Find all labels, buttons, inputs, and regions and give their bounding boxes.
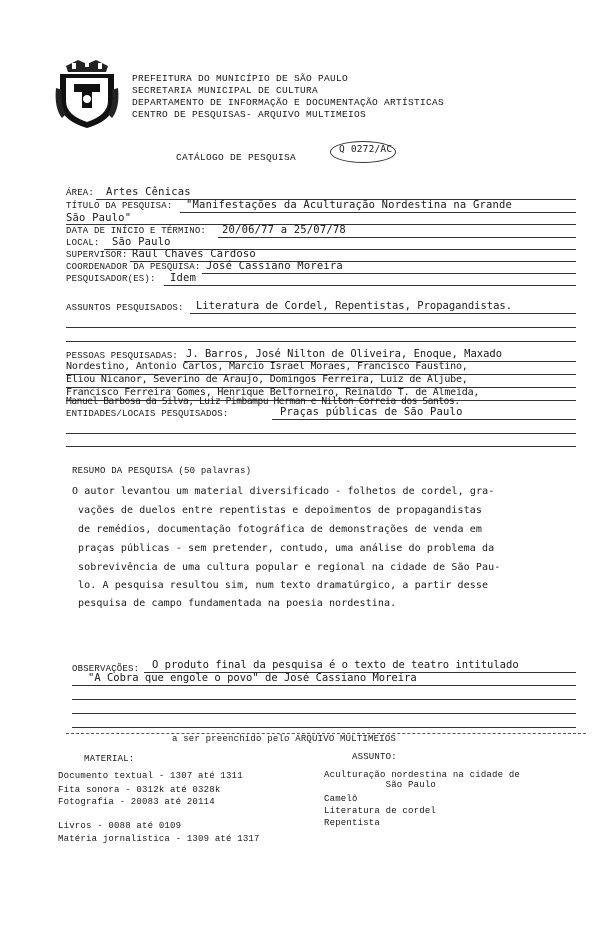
observacoes-underline-5	[72, 727, 576, 728]
coat-of-arms-emblem	[54, 58, 120, 130]
observacoes-underline-4	[72, 713, 576, 714]
titulo-value-2: São Paulo"	[66, 212, 132, 224]
assunto-item-2: São Paulo	[324, 780, 437, 790]
coordenador-underline	[202, 273, 576, 274]
observacoes-line-2: "A Cobra que engole o povo" de José Cassiano Moreira	[88, 672, 417, 684]
pessoas-label: PESSOAS PESQUISADAS:	[66, 351, 179, 361]
coordenador-value: José Cassiano Moreira	[206, 260, 343, 272]
assuntos-underline-1	[190, 313, 576, 314]
titulo-value-1: "Manifestações da Aculturação Nordestina na Grande	[186, 199, 513, 211]
footer-note: a ser preenchido pelo ARQUIVO MULTIMEIOS	[172, 734, 397, 744]
area-label: ÁREA:	[66, 188, 95, 198]
observacoes-label: OBSERVAÇÕES:	[72, 664, 140, 674]
resumo-line-3: de remédios, documentação fotográfica de demonstrações de venda em	[78, 524, 482, 535]
resumo-line-6: lo. A pesquisa resultou sim, num texto dramatúrgico, a partir desse	[78, 580, 489, 591]
pesquisador-value: Idem	[170, 272, 197, 284]
assuntos-label: ASSUNTOS PESQUISADOS:	[66, 303, 184, 313]
assuntos-underline-2	[66, 327, 576, 328]
header-prefeitura: PREFEITURA DO MUNICÍPIO DE SÃO PAULO	[132, 73, 349, 84]
pessoas-value-2: Nordestino, Antonio Carlos, Marcio Israel Moraes, Francisco Faustino,	[66, 361, 468, 372]
pesquisador-underline	[164, 285, 576, 286]
observacoes-underline-3	[72, 699, 576, 700]
coordenador-label: COORDENADOR DA PESQUISA:	[66, 262, 201, 272]
header-centro: CENTRO DE PESQUISAS- ARQUIVO MULTIMEIOS	[132, 109, 367, 120]
catalog-title: CATÁLOGO DE PESQUISA	[176, 152, 297, 163]
assunto-item-1: Aculturação nordestina na cidade de	[324, 770, 521, 780]
local-value: São Paulo	[112, 236, 171, 248]
assunto-item-3: Camelô	[324, 794, 358, 804]
assunto-item-5: Repentista	[324, 818, 381, 828]
entidades-underline-1	[272, 419, 576, 420]
entidades-underline-3	[66, 446, 576, 447]
entidades-underline-2	[66, 433, 576, 434]
material-item-5: Livros - 0088 até 0109	[58, 821, 182, 831]
pessoas-value-1: J. Barros, José Nilton de Oliveira, Enoque, Maxado	[186, 348, 503, 360]
catalog-code: Q 0272/AC	[339, 144, 393, 155]
area-value: Artes Cênicas	[106, 186, 191, 198]
pessoas-value-4: Francisco Ferreira Gomes, Henrique Belforneiro, Reinaldo T. de Almeida,	[66, 387, 480, 398]
resumo-line-5: sobrevivência de uma cultura popular e regional na cidade de São Pau-	[78, 562, 501, 573]
local-label: LOCAL:	[66, 238, 100, 248]
assunto-label: ASSUNTO:	[352, 752, 397, 762]
assuntos-underline-3	[66, 341, 576, 342]
header-departamento: DEPARTAMENTO DE INFORMAÇÃO E DOCUMENTAÇÃO ARTÍSTICAS	[132, 97, 445, 108]
titulo-label: TÍTULO DA PESQUISA:	[66, 201, 173, 211]
material-item-1: Documento textual - 1307 até 1311	[58, 771, 243, 781]
datas-value: 20/06/77 a 25/07/78	[222, 224, 346, 236]
resumo-line-4: praças públicas - sem pretender, contudo, uma análise do problema da	[78, 543, 495, 554]
titulo-underline-1	[180, 212, 576, 213]
observacoes-underline-2	[72, 685, 576, 686]
resumo-line-7: pesquisa de campo fundamentada na poesia nordestina.	[78, 598, 397, 609]
observacoes-line-1: O produto final da pesquisa é o texto de teatro intitulado	[152, 659, 519, 671]
resumo-line-2: vações de duelos entre repentistas e depoimentos de propagandistas	[78, 505, 482, 516]
assuntos-value: Literatura de Cordel, Repentistas, Propagandistas.	[196, 300, 513, 312]
assunto-item-4: Literatura de cordel	[324, 806, 437, 816]
material-item-6: Matéria jornalística - 1309 até 1317	[58, 834, 260, 844]
resumo-line-1: O autor levantou um material diversificado - folhetos de cordel, gra-	[72, 486, 495, 497]
material-item-2: Fita sonora - 0312k até 0328k	[58, 785, 221, 795]
pessoas-value-3: Eliou Nicanor, Severino de Araujo, Domingos Ferreira, Luiz de Aljube,	[66, 374, 468, 385]
supervisor-label: SUPERVISOR:	[66, 250, 128, 260]
supervisor-value: Raul Chaves Cardoso	[132, 248, 256, 260]
resumo-label: RESUMO DA PESQUISA (50 palavras)	[72, 466, 252, 476]
entidades-label: ENTIDADES/LOCAIS PESQUISADOS:	[66, 409, 229, 419]
header-secretaria: SECRETARIA MUNICIPAL DE CULTURA	[132, 85, 319, 96]
entidades-value: Praças públicas de São Paulo	[280, 406, 463, 418]
pessoas-value-5: Manuel Barbosa da Silva, Luiz Pimbampu Herman e Nilton Correia dos Santos.	[66, 396, 460, 407]
material-item-3: Fotografia - 20083 até 20114	[58, 797, 215, 807]
material-label: MATERIAL:	[84, 754, 135, 764]
pesquisador-label: PESQUISADOR(ES):	[66, 274, 156, 284]
datas-underline	[218, 237, 576, 238]
datas-label: DATA DE INÍCIO E TÉRMINO:	[66, 226, 207, 236]
